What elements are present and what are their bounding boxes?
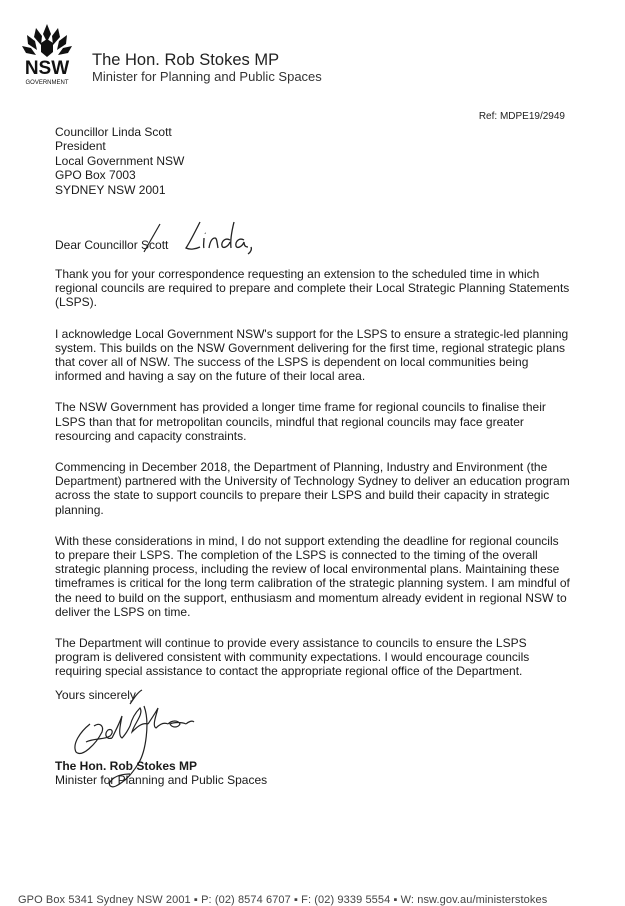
letterhead-minister-name: The Hon. Rob Stokes MP [92, 51, 280, 69]
closing: Yours sincerely [55, 688, 136, 702]
logo-wordmark: NSW [24, 58, 70, 79]
letter-body [55, 267, 570, 696]
salutation-typed: Dear Councillor Scott [55, 238, 169, 252]
recipient-address [55, 125, 184, 197]
body-paragraph: I acknowledge Local Government NSW's support for the LSPS to ensure a strategic-led planning system. This builds on the NSW Government delivering for the first time, regional strategic plans that cover all of NSW. The success of the LSPS is dependent on local communities being informed and having a say on the future of their local area. [55, 326, 569, 384]
body-paragraph: With these considerations in mind, I do not support extending the deadline for regional councils to prepare their LSPS. The completion of the LSPS is connected to the timing of the overall strategic planning process, including the review of local environmental plans. Maintaining these timeframes is critical for the long term calibration of the strategic planning system. I am mindful of the need to build on the support, enthusiasm and momentum already evident in regional NSW to deliver the LSPS on time. [55, 533, 570, 619]
body-paragraph: The NSW Government has provided a longer time frame for regional councils to finalise their LSPS than that for metropolitan councils, mindful that regional councils may face greater resourcing and capacity constraints. [55, 400, 546, 443]
signatory-name: The Hon. Rob Stokes MP [55, 759, 198, 773]
letterhead-minister-role: Minister for Planning and Public Spaces [92, 69, 322, 84]
signature-block [55, 759, 267, 788]
recipient-line: GPO Box 7003 [55, 168, 136, 183]
recipient-line: Local Government NSW [55, 153, 185, 168]
signatory-role: Minister for Planning and Public Spaces [55, 773, 268, 788]
nsw-government-logo [14, 22, 80, 88]
body-paragraph: Commencing in December 2018, the Department of Planning, Industry and Environment (the Department) partnered with the University of Technology Sydney to deliver an education program across the state to support councils to prepare their LSPS and build their capacity in strategic planning. [55, 460, 570, 517]
footer-contact: GPO Box 5341 Sydney NSW 2001 ▪ P: (02) 8574 6707 ▪ F: (02) 9339 5554 ▪ W: nsw.gov.au/ministerstokes [18, 894, 548, 906]
logo-subtext: GOVERNMENT [25, 80, 69, 86]
body-paragraph: Thank you for your correspondence requesting an extension to the scheduled time in which regional councils are required to prepare and complete their Local Strategic Planning Statements (LSPS). [55, 267, 570, 310]
recipient-line: SYDNEY NSW 2001 [55, 182, 166, 197]
letterhead [92, 51, 322, 85]
recipient-line: President [55, 139, 106, 154]
body-paragraph: The Department will continue to provide every assistance to councils to ensure the LSPS program is delivered consistent with community expectations. I would encourage councils requiring special assistance to contact the appropriate regional office of the Department. [55, 636, 530, 679]
recipient-line: Councillor Linda Scott [55, 125, 172, 139]
reference-number: Ref: MDPE19/2949 [478, 111, 565, 122]
handwritten-salutation [138, 216, 258, 261]
